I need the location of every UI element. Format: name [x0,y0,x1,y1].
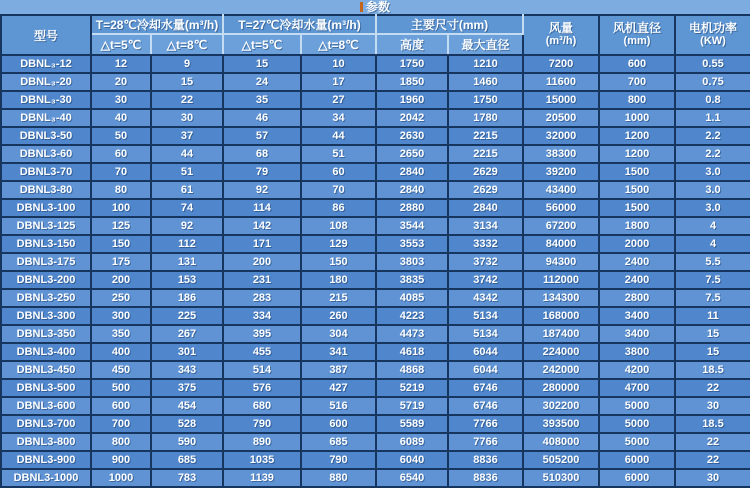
value-cell: 94300 [523,253,599,271]
table-row [1,433,750,451]
value-cell: 300 [91,307,151,325]
value-cell: 505200 [523,451,599,469]
value-cell: 44 [301,127,376,145]
value-cell: 5.5 [675,253,750,271]
value-cell: 112 [151,235,223,253]
model-cell: DBNL3-60 [1,145,91,163]
value-cell: 301 [151,343,223,361]
value-cell: 68 [223,145,301,163]
value-cell: 700 [599,73,675,91]
model-cell: DBNL3-300 [1,307,91,325]
value-cell: 134300 [523,289,599,307]
value-cell: 1460 [448,73,523,91]
value-cell: 590 [151,433,223,451]
model-cell: DBNL3-175 [1,253,91,271]
col-header-dt8-t27: △t=8℃ [301,34,376,55]
col-group-t28: T=28℃冷却水量(m³/h) [91,15,223,34]
col-header-fan-diameter [599,15,675,55]
value-cell: 304 [301,325,376,343]
value-cell: 84000 [523,235,599,253]
value-cell: 576 [223,379,301,397]
model-cell: DBNL3-600 [1,397,91,415]
value-cell: 215 [301,289,376,307]
value-cell: 20 [91,73,151,91]
table-row [1,271,750,289]
value-cell: 80 [91,181,151,199]
value-cell: 5719 [376,397,448,415]
value-cell: 283 [223,289,301,307]
value-cell: 7200 [523,55,599,73]
value-cell: 50 [91,127,151,145]
value-cell: 5589 [376,415,448,433]
value-cell: 1850 [376,73,448,91]
value-cell: 400 [91,343,151,361]
col-header-dt8-t28: △t=8℃ [151,34,223,55]
value-cell: 11600 [523,73,599,91]
value-cell: 131 [151,253,223,271]
value-cell: 2629 [448,181,523,199]
value-cell: 6089 [376,433,448,451]
value-cell: 4868 [376,361,448,379]
value-cell: 39200 [523,163,599,181]
value-cell: 180 [301,271,376,289]
value-cell: 4 [675,235,750,253]
value-cell: 500 [91,379,151,397]
value-cell: 153 [151,271,223,289]
value-cell: 1780 [448,109,523,127]
value-cell: 8836 [448,451,523,469]
value-cell: 10 [301,55,376,73]
model-cell: DBNL3-1000 [1,469,91,487]
value-cell: 1139 [223,469,301,487]
table-row [1,109,750,127]
model-cell: DBNL3-70 [1,163,91,181]
value-cell: 250 [91,289,151,307]
value-cell: 2800 [599,289,675,307]
value-cell: 7766 [448,415,523,433]
value-cell: 6000 [599,469,675,487]
value-cell: 2400 [599,271,675,289]
value-cell: 2630 [376,127,448,145]
value-cell: 30 [91,91,151,109]
value-cell: 18.5 [675,361,750,379]
value-cell: 6044 [448,361,523,379]
value-cell: 450 [91,361,151,379]
value-cell: 108 [301,217,376,235]
value-cell: 224000 [523,343,599,361]
header-unit: (KW) [700,35,726,47]
col-group-main-size: 主要尺寸(mm) [376,15,523,34]
value-cell: 375 [151,379,223,397]
value-cell: 2880 [376,199,448,217]
table-row [1,415,750,433]
value-cell: 510300 [523,469,599,487]
value-cell: 0.55 [675,55,750,73]
value-cell: 15 [223,55,301,73]
value-cell: 37 [151,127,223,145]
value-cell: 74 [151,199,223,217]
value-cell: 18.5 [675,415,750,433]
model-cell: DBNL3-150 [1,235,91,253]
model-cell: DBNL₃-30 [1,91,91,109]
value-cell: 2629 [448,163,523,181]
value-cell: 5000 [599,397,675,415]
spec-table [0,14,750,488]
value-cell: 5000 [599,433,675,451]
value-cell: 30 [675,397,750,415]
value-cell: 0.75 [675,73,750,91]
header-row-groups [1,15,750,34]
value-cell: 67200 [523,217,599,235]
value-cell: 231 [223,271,301,289]
value-cell: 302200 [523,397,599,415]
value-cell: 32000 [523,127,599,145]
value-cell: 2840 [448,199,523,217]
table-row [1,253,750,271]
value-cell: 5134 [448,325,523,343]
value-cell: 15 [675,325,750,343]
value-cell: 600 [91,397,151,415]
model-cell: DBNL₃-12 [1,55,91,73]
col-header-dt5-t28: △t=5℃ [91,34,151,55]
value-cell: 51 [301,145,376,163]
value-cell: 4085 [376,289,448,307]
value-cell: 1750 [376,55,448,73]
value-cell: 3.0 [675,199,750,217]
value-cell: 2215 [448,145,523,163]
table-header [1,15,750,55]
value-cell: 24 [223,73,301,91]
value-cell: 600 [599,55,675,73]
value-cell: 40 [91,109,151,127]
value-cell: 3134 [448,217,523,235]
model-cell: DBNL3-400 [1,343,91,361]
value-cell: 516 [301,397,376,415]
table-row [1,289,750,307]
value-cell: 200 [223,253,301,271]
value-cell: 454 [151,397,223,415]
value-cell: 600 [301,415,376,433]
table-row [1,469,750,487]
value-cell: 43400 [523,181,599,199]
value-cell: 15 [675,343,750,361]
value-cell: 142 [223,217,301,235]
value-cell: 112000 [523,271,599,289]
value-cell: 1960 [376,91,448,109]
header-line: 风机直径 [612,21,661,35]
value-cell: 242000 [523,361,599,379]
value-cell: 22 [675,433,750,451]
value-cell: 60 [301,163,376,181]
header-unit: (m³/h) [545,35,577,47]
table-row [1,307,750,325]
value-cell: 35 [223,91,301,109]
table-row [1,73,750,91]
value-cell: 168000 [523,307,599,325]
value-cell: 171 [223,235,301,253]
value-cell: 514 [223,361,301,379]
table-row [1,217,750,235]
value-cell: 3332 [448,235,523,253]
value-cell: 1.1 [675,109,750,127]
table-row [1,451,750,469]
value-cell: 175 [91,253,151,271]
value-cell: 1500 [599,199,675,217]
value-cell: 6044 [448,343,523,361]
value-cell: 341 [301,343,376,361]
value-cell: 4700 [599,379,675,397]
value-cell: 1210 [448,55,523,73]
value-cell: 129 [301,235,376,253]
value-cell: 6746 [448,397,523,415]
table-row [1,343,750,361]
value-cell: 2400 [599,253,675,271]
model-cell: DBNL3-500 [1,379,91,397]
value-cell: 114 [223,199,301,217]
value-cell: 395 [223,325,301,343]
value-cell: 70 [91,163,151,181]
value-cell: 4342 [448,289,523,307]
model-cell: DBNL₃-40 [1,109,91,127]
header-line: 电机功率 [688,21,737,35]
value-cell: 343 [151,361,223,379]
value-cell: 57 [223,127,301,145]
value-cell: 3803 [376,253,448,271]
table-row [1,91,750,109]
value-cell: 2840 [376,163,448,181]
value-cell: 4473 [376,325,448,343]
col-header-motor-power [675,15,750,55]
col-header-max-diameter: 最大直径 [448,34,523,55]
value-cell: 6000 [599,451,675,469]
value-cell: 685 [151,451,223,469]
value-cell: 12 [91,55,151,73]
value-cell: 387 [301,361,376,379]
value-cell: 15 [151,73,223,91]
value-cell: 3.0 [675,181,750,199]
value-cell: 880 [301,469,376,487]
value-cell: 70 [301,181,376,199]
value-cell: 11 [675,307,750,325]
model-cell: DBNL₃-20 [1,73,91,91]
header-unit: (mm) [623,35,651,47]
model-cell: DBNL3-125 [1,217,91,235]
value-cell: 350 [91,325,151,343]
value-cell: 4 [675,217,750,235]
value-cell: 2215 [448,127,523,145]
table-row [1,127,750,145]
value-cell: 2.2 [675,145,750,163]
model-cell: DBNL3-200 [1,271,91,289]
value-cell: 1200 [599,127,675,145]
value-cell: 34 [301,109,376,127]
value-cell: 3.0 [675,163,750,181]
model-cell: DBNL3-50 [1,127,91,145]
value-cell: 680 [223,397,301,415]
value-cell: 2650 [376,145,448,163]
value-cell: 3800 [599,343,675,361]
value-cell: 1200 [599,145,675,163]
table-row [1,145,750,163]
table-row [1,163,750,181]
table-body [1,55,750,487]
table-row [1,397,750,415]
value-cell: 7.5 [675,271,750,289]
value-cell: 150 [91,235,151,253]
value-cell: 22 [675,451,750,469]
value-cell: 4223 [376,307,448,325]
value-cell: 8836 [448,469,523,487]
value-cell: 30 [675,469,750,487]
value-cell: 280000 [523,379,599,397]
value-cell: 790 [223,415,301,433]
value-cell: 22 [151,91,223,109]
value-cell: 267 [151,325,223,343]
value-cell: 3400 [599,325,675,343]
value-cell: 4618 [376,343,448,361]
header-line: 风量 [548,21,573,35]
value-cell: 3553 [376,235,448,253]
value-cell: 186 [151,289,223,307]
value-cell: 900 [91,451,151,469]
value-cell: 30 [151,109,223,127]
value-cell: 3835 [376,271,448,289]
value-cell: 408000 [523,433,599,451]
value-cell: 393500 [523,415,599,433]
value-cell: 2.2 [675,127,750,145]
value-cell: 1800 [599,217,675,235]
value-cell: 92 [223,181,301,199]
value-cell: 1750 [448,91,523,109]
value-cell: 1500 [599,163,675,181]
table-row [1,199,750,217]
value-cell: 92 [151,217,223,235]
value-cell: 3732 [448,253,523,271]
value-cell: 38300 [523,145,599,163]
value-cell: 0.8 [675,91,750,109]
table-row [1,55,750,73]
model-cell: DBNL3-800 [1,433,91,451]
value-cell: 2000 [599,235,675,253]
value-cell: 3742 [448,271,523,289]
section-title-bar [0,0,750,14]
value-cell: 1000 [599,109,675,127]
value-cell: 46 [223,109,301,127]
value-cell: 7766 [448,433,523,451]
value-cell: 3400 [599,307,675,325]
accent-bar-icon [360,2,363,12]
model-cell: DBNL3-450 [1,361,91,379]
value-cell: 5134 [448,307,523,325]
value-cell: 17 [301,73,376,91]
model-cell: DBNL3-350 [1,325,91,343]
value-cell: 225 [151,307,223,325]
value-cell: 3544 [376,217,448,235]
model-cell: DBNL3-900 [1,451,91,469]
value-cell: 200 [91,271,151,289]
col-header-model: 型号 [1,15,91,55]
value-cell: 20500 [523,109,599,127]
page-title: 参数 [365,0,390,14]
value-cell: 455 [223,343,301,361]
table-row [1,235,750,253]
value-cell: 4200 [599,361,675,379]
value-cell: 2840 [376,181,448,199]
model-cell: DBNL3-100 [1,199,91,217]
value-cell: 86 [301,199,376,217]
value-cell: 790 [301,451,376,469]
value-cell: 187400 [523,325,599,343]
table-row [1,325,750,343]
col-header-dt5-t27: △t=5℃ [223,34,301,55]
value-cell: 6746 [448,379,523,397]
value-cell: 27 [301,91,376,109]
value-cell: 125 [91,217,151,235]
table-row [1,361,750,379]
value-cell: 22 [675,379,750,397]
value-cell: 150 [301,253,376,271]
value-cell: 79 [223,163,301,181]
value-cell: 528 [151,415,223,433]
value-cell: 2042 [376,109,448,127]
value-cell: 15000 [523,91,599,109]
col-group-t27: T=27℃冷却水量(m³/h) [223,15,376,34]
model-cell: DBNL3-700 [1,415,91,433]
value-cell: 260 [301,307,376,325]
value-cell: 783 [151,469,223,487]
value-cell: 61 [151,181,223,199]
value-cell: 427 [301,379,376,397]
value-cell: 334 [223,307,301,325]
value-cell: 700 [91,415,151,433]
value-cell: 800 [599,91,675,109]
value-cell: 800 [91,433,151,451]
value-cell: 56000 [523,199,599,217]
value-cell: 44 [151,145,223,163]
value-cell: 7.5 [675,289,750,307]
value-cell: 60 [91,145,151,163]
value-cell: 5000 [599,415,675,433]
value-cell: 1035 [223,451,301,469]
value-cell: 51 [151,163,223,181]
model-cell: DBNL3-80 [1,181,91,199]
table-row [1,379,750,397]
value-cell: 6040 [376,451,448,469]
model-cell: DBNL3-250 [1,289,91,307]
value-cell: 5219 [376,379,448,397]
value-cell: 1000 [91,469,151,487]
value-cell: 9 [151,55,223,73]
value-cell: 100 [91,199,151,217]
col-header-airflow [523,15,599,55]
col-header-height: 高度 [376,34,448,55]
value-cell: 890 [223,433,301,451]
table-row [1,181,750,199]
value-cell: 1500 [599,181,675,199]
value-cell: 685 [301,433,376,451]
value-cell: 6540 [376,469,448,487]
